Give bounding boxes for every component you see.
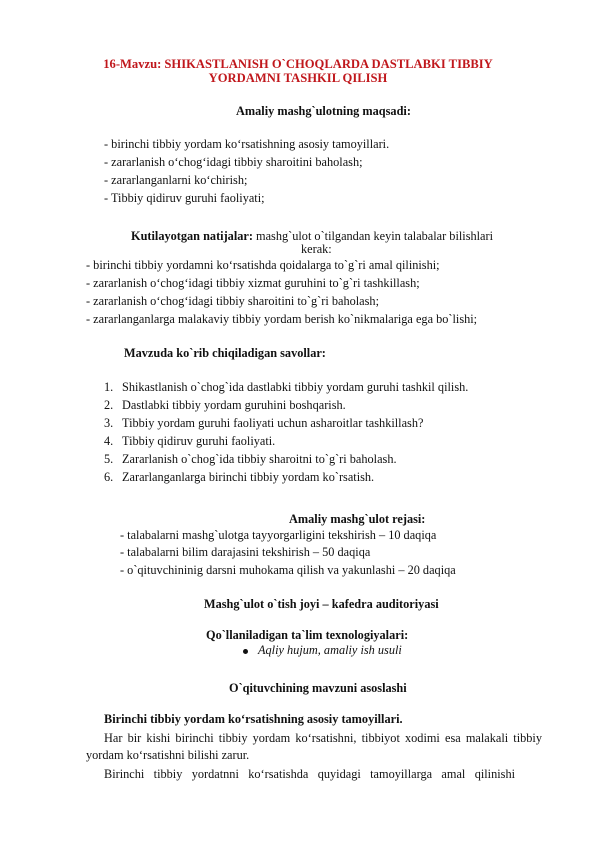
question-item (104, 470, 374, 485)
question-num: 6. (104, 470, 114, 484)
tech-heading: Qo`llaniladigan ta`lim texnologiyalari: (206, 628, 409, 642)
question-text: Tibbiy yordam guruhi faoliyati uchun asharoitlar tashkillash? (122, 416, 424, 430)
question-text: Zararlanish o`chog`ida tibbiy sharoitni to`g`ri baholash. (122, 452, 397, 466)
question-item (104, 416, 423, 431)
aims-item: - zararlanganlarni ko‘chirish; (104, 173, 248, 187)
results-text: mashg`ulot o`tilgandan keyin talabalar bilishlari (252, 229, 494, 243)
results-label: Kutilayotgan natijalar: (131, 229, 253, 243)
question-num: 5. (104, 452, 114, 466)
question-num: 3. (104, 416, 114, 430)
tech-item (243, 643, 402, 658)
basis-heading: O`qituvchining mavzuni asoslashi (229, 681, 407, 695)
question-num: 2. (104, 398, 114, 412)
venue-line: Mashg`ulot o`tish joyi – kafedra auditoriyasi (204, 597, 439, 611)
bullet-icon (243, 649, 248, 654)
question-text: Dastlabki tibbiy yordam guruhini boshqarish. (122, 398, 346, 412)
results-item: - birinchi tibbiy yordamni ko‘rsatishda qoidalarga to`g`ri amal qilinishi; (86, 258, 440, 272)
question-item (104, 398, 346, 413)
page-title-line1: 16-Mavzu: SHIKASTLANISH O`CHOQLARDA DASTLABKI TIBBIY (103, 57, 493, 71)
results-item: - zararlanish o‘chog‘idagi tibbiy sharoitini to`g`ri baholash; (86, 294, 379, 308)
aims-item: - Tibbiy qidiruv guruhi faoliyati; (104, 191, 265, 205)
basis-subheading: Birinchi tibbiy yordam ko‘rsatishning asosiy tamoyillari. (104, 712, 403, 726)
plan-item: - o`qituvchininig darsni muhokama qilish va yakunlashi – 20 daqiqa (120, 563, 456, 577)
question-num: 4. (104, 434, 114, 448)
basis-paragraph: Har bir kishi birinchi tibbiy yordam ko‘rsatishni, tibbiyot xodimi esa malakali tibbiy yordam ko‘rsatishni bilishi zarur. (86, 731, 542, 762)
basis-paragraph: Birinchi tibbiy yordatnni ko‘rsatishda quyidagi tamoyillarga amal qilinishi (104, 767, 516, 781)
question-text: Tibbiy qidiruv guruhi faoliyati. (122, 434, 276, 448)
page-title-line2: YORDAMNI TASHKIL QILISH (208, 71, 388, 85)
question-num: 1. (104, 380, 114, 394)
question-item (104, 380, 468, 395)
question-item (104, 434, 275, 449)
plan-item: - talabalarni mashg`ulotga tayyorgarligini tekshirish – 10 daqiqa (120, 528, 437, 542)
question-text: Zararlanganlarga birinchi tibbiy yordam ko`rsatish. (122, 470, 375, 484)
results-item: - zararlanganlarga malakaviy tibbiy yordam berish ko`nikmalariga ega bo`lishi; (86, 312, 478, 326)
question-text: Shikastlanish o`chog`ida dastlabki tibbiy yordam guruhi tashkil qilish. (122, 380, 469, 394)
question-item (104, 452, 397, 467)
plan-item: - talabalarni bilim darajasini tekshirish – 50 daqiqa (120, 545, 371, 559)
results-item: - zararlanish o‘chog‘idagi tibbiy xizmat guruhini to`g`ri tashkillash; (86, 276, 420, 290)
plan-heading: Amaliy mashg`ulot rejasi: (289, 512, 426, 526)
aims-item: - birinchi tibbiy yordam ko‘rsatishning asosiy tamoyillari. (104, 137, 390, 151)
questions-heading: Mavzuda ko`rib chiqiladigan savollar: (124, 346, 326, 360)
aims-item: - zararlanish o‘chog‘idagi tibbiy sharoitini baholash; (104, 155, 363, 169)
results-text-cont: kerak: (301, 242, 332, 256)
aims-heading: Amaliy mashg`ulotning maqsadi: (236, 104, 411, 118)
tech-item-text: Aqliy hujum, amaliy ish usuli (258, 643, 402, 657)
